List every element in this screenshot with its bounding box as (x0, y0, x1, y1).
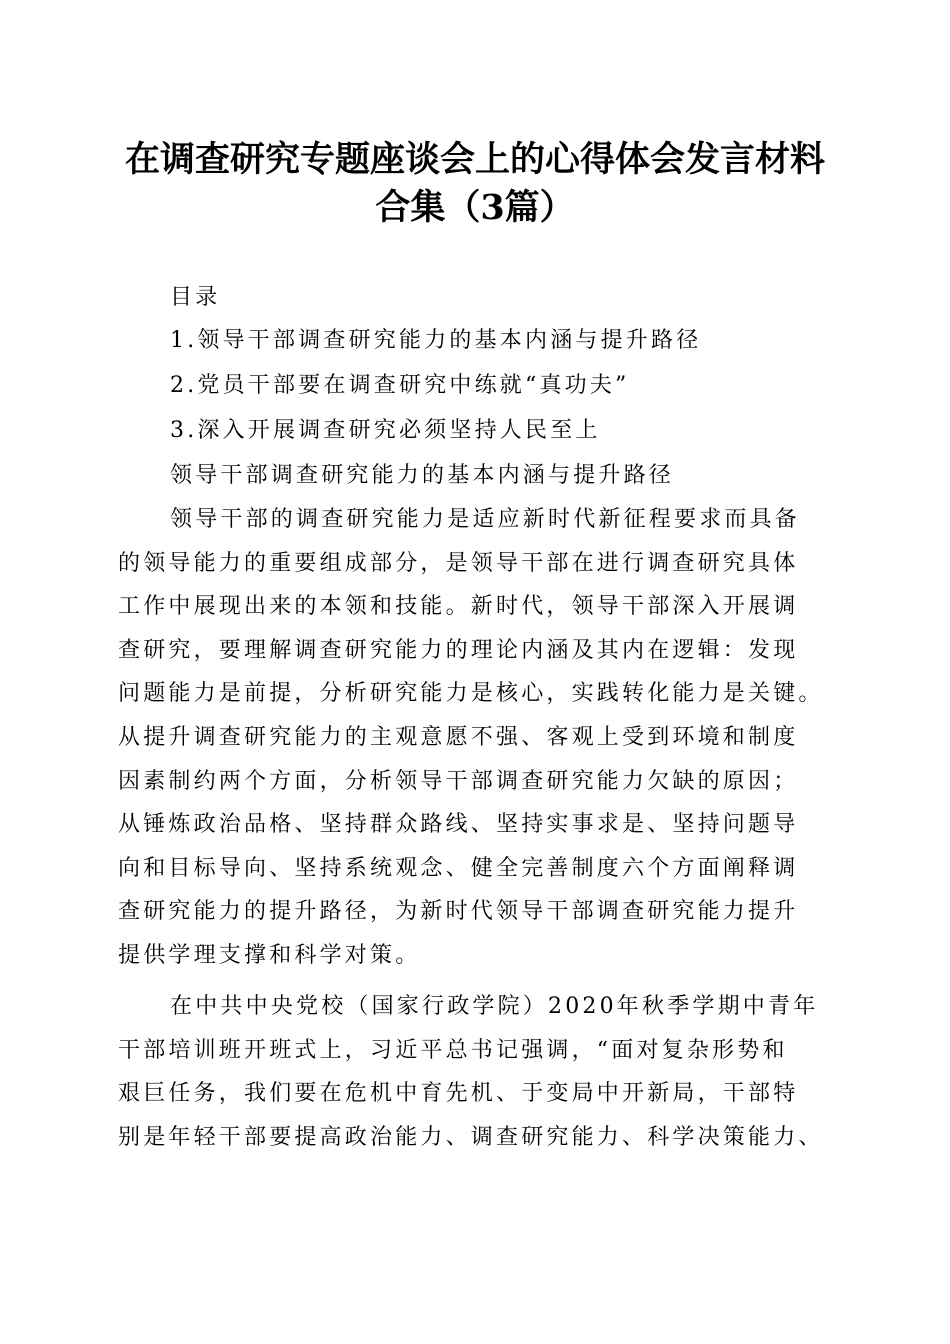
paragraph-line: 提供学理支撑和科学对策。 (118, 942, 421, 968)
paragraph-line: 查研究，要理解调查研究能力的理论内涵及其内在逻辑：发现 (118, 637, 799, 663)
paragraph-line: 从锤炼政治品格、坚持群众路线、坚持实事求是、坚持问题导 (118, 812, 799, 838)
toc-item-2: 2.党员干部要在调查研究中练就“真功夫” (170, 373, 630, 398)
paragraph-line: 问题能力是前提，分析研究能力是核心，实践转化能力是关键。 (118, 681, 824, 707)
paragraph-line: 因素制约两个方面，分析领导干部调查研究能力欠缺的原因； (118, 768, 799, 794)
toc-item-1: 1.领导干部调查研究能力的基本内涵与提升路径 (170, 328, 702, 353)
paragraph-line: 从提升调查研究能力的主观意愿不强、客观上受到环境和制度 (118, 724, 799, 750)
paragraph-2 (118, 985, 878, 1159)
document-title-line-1: 在调查研究专题座谈会上的心得体会发言材料 (124, 139, 825, 180)
paragraph-line: 工作中展现出来的本领和技能。新时代，领导干部深入开展调 (118, 594, 799, 620)
section-heading: 领导干部调查研究能力的基本内涵与提升路径 (170, 463, 675, 488)
paragraph-line: 向和目标导向、坚持系统观念、健全完善制度六个方面阐释调 (118, 855, 799, 881)
paragraph-line: 别是年轻干部要提高政治能力、调查研究能力、科学决策能力、 (118, 1124, 824, 1150)
paragraph-line: 艰巨任务，我们要在危机中育先机、于变局中开新局，干部特 (118, 1081, 799, 1107)
paragraph-line: 的领导能力的重要组成部分，是领导干部在进行调查研究具体 (118, 550, 799, 576)
document-title-line-2: 合集（3篇） (375, 187, 575, 228)
paragraph-line: 查研究能力的提升路径，为新时代领导干部调查研究能力提升 (118, 899, 799, 925)
paragraph-line: 干部培训班开班式上，习近平总书记强调，“面对复杂形势和 (118, 1037, 788, 1063)
paragraph-line: 在中共中央党校（国家行政学院）2020年秋季学期中青年 (170, 994, 819, 1019)
paragraph-1 (118, 498, 878, 978)
toc-item-3: 3.深入开展调查研究必须坚持人民至上 (170, 418, 601, 443)
toc-heading: 目录 (170, 285, 221, 310)
paragraph-line: 领导干部的调查研究能力是适应新时代新征程要求而具备 (170, 507, 801, 532)
